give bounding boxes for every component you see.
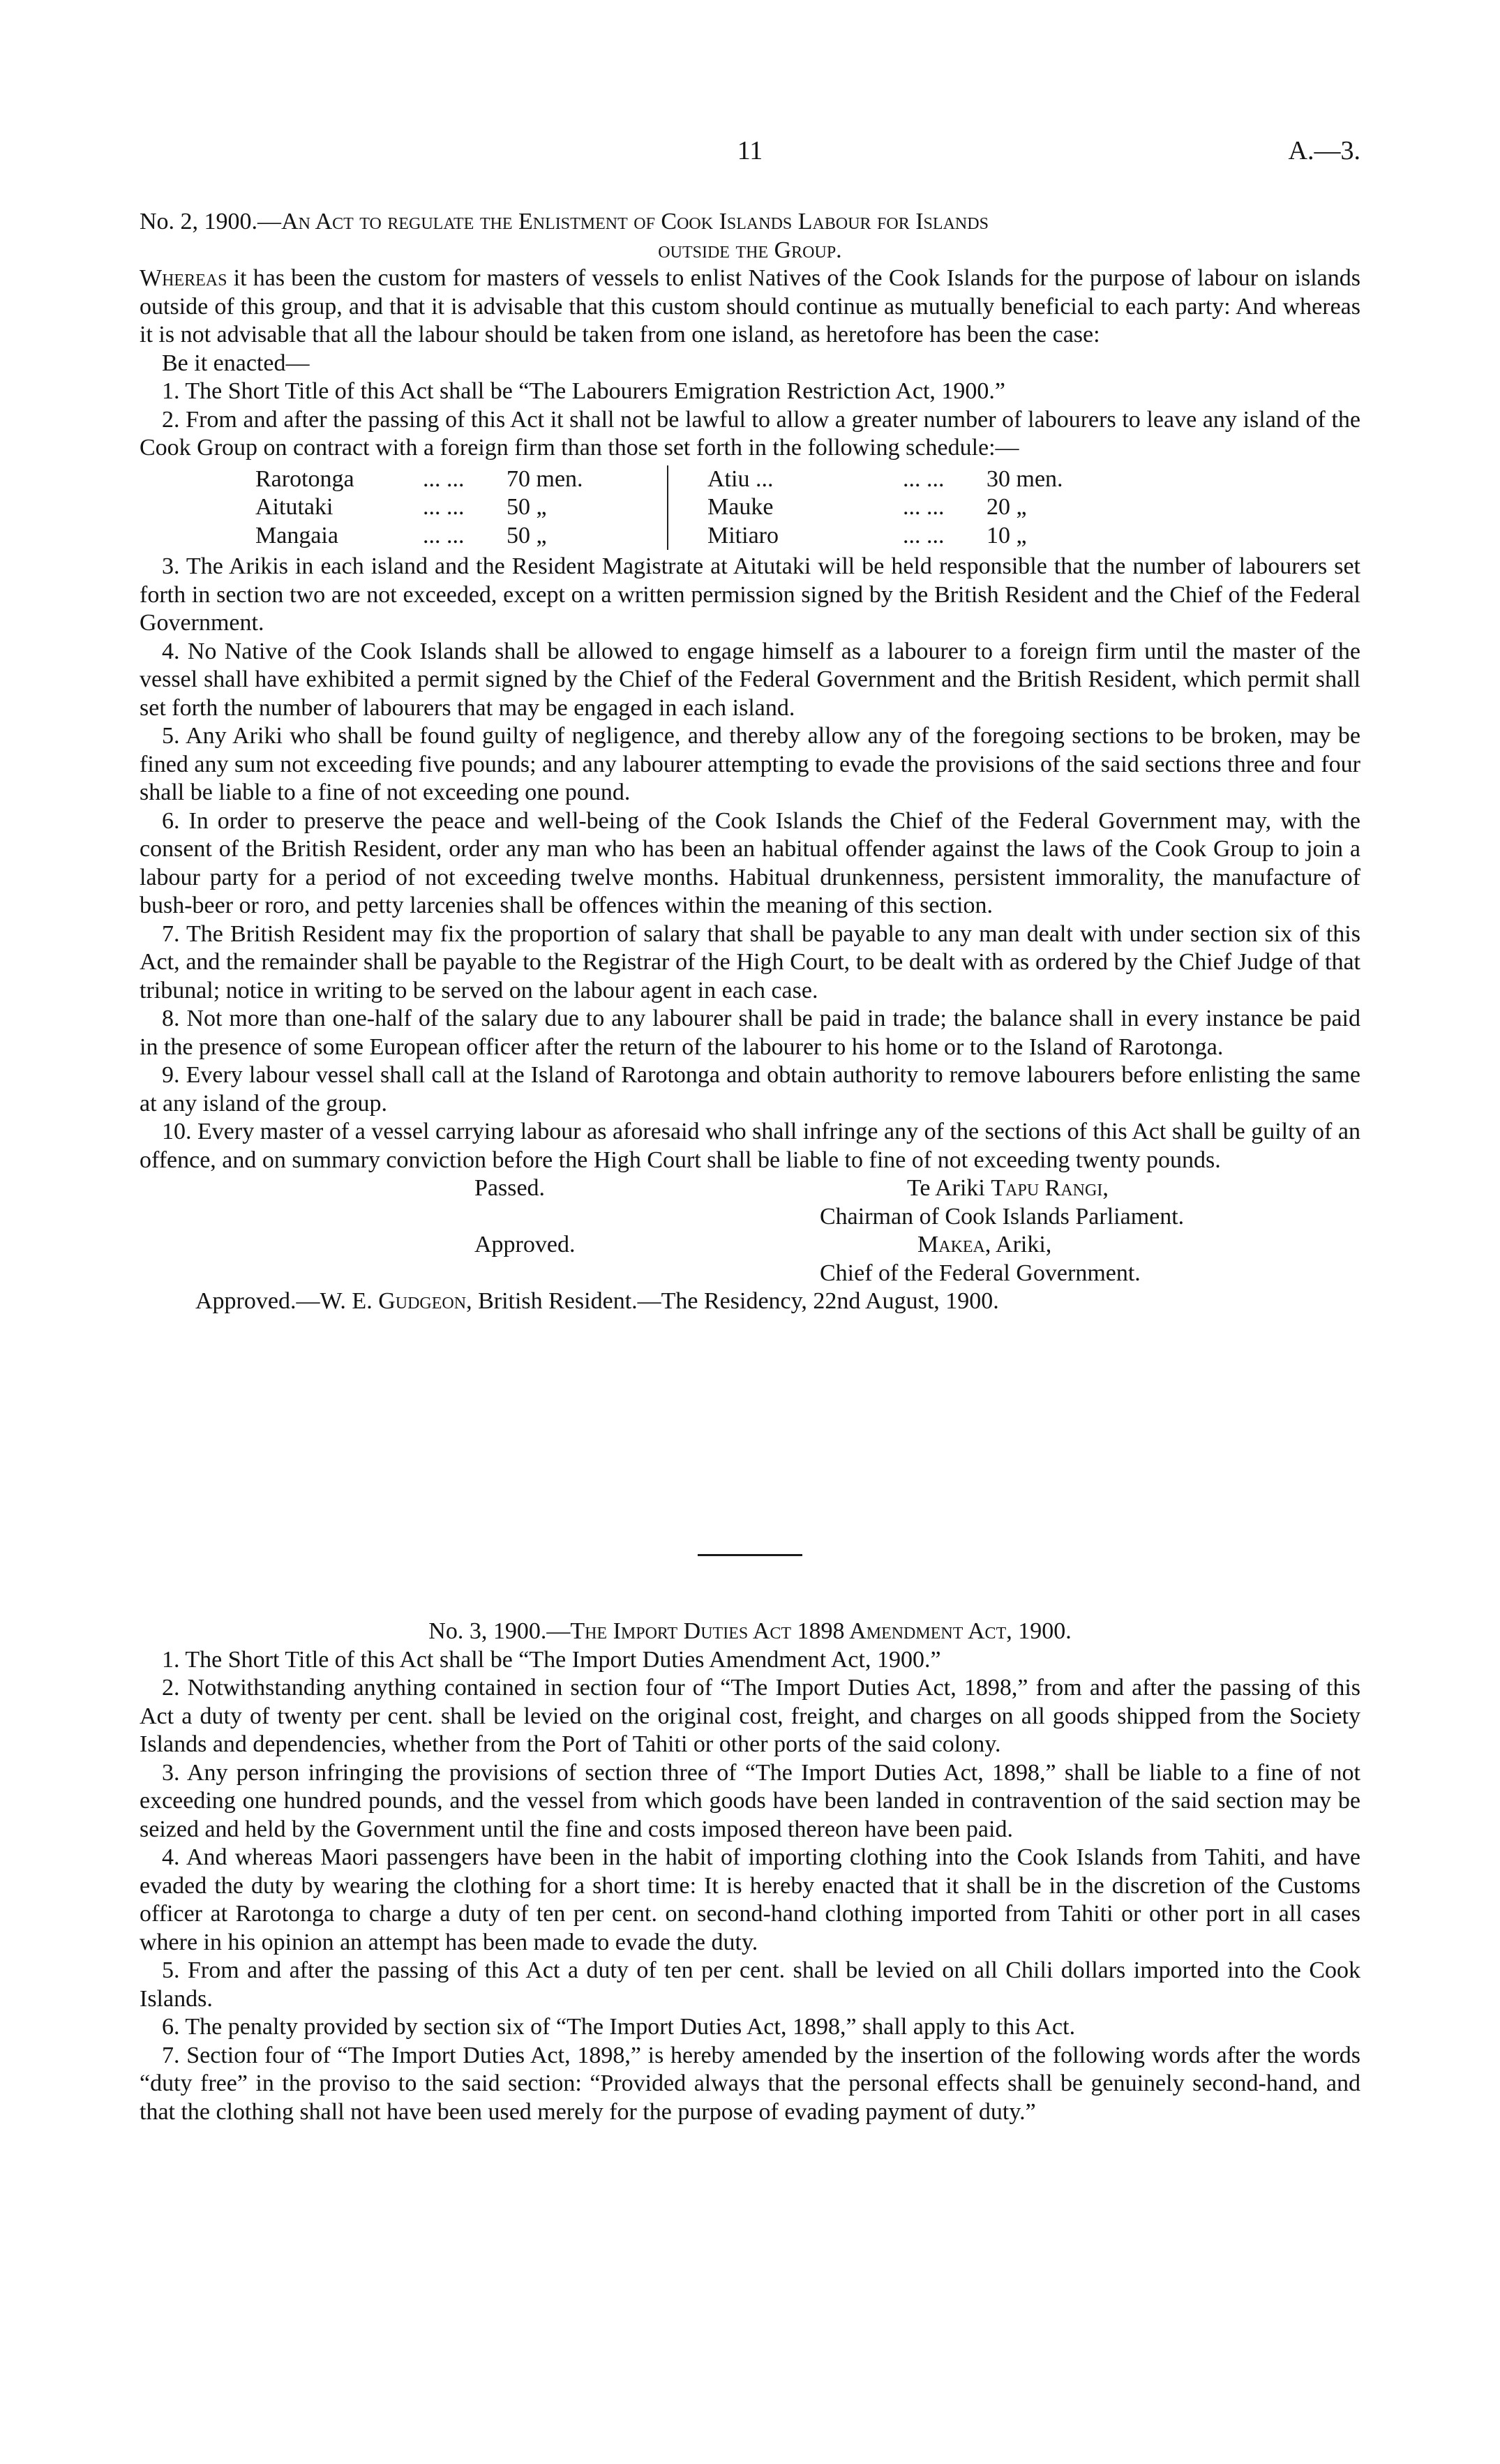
schedule-count: 50 „ <box>507 522 547 548</box>
page-number: 11 <box>737 136 763 165</box>
passed-label: Passed. <box>474 1175 546 1201</box>
section-divider-rule <box>698 1554 802 1556</box>
act1-number: No. 2, 1900.— <box>140 209 282 234</box>
schedule-island: Aitutaki <box>255 494 333 520</box>
schedule-divider <box>668 465 707 494</box>
act2-section-7: 7. Section four of “The Import Duties Act, 1898,” is hereby amended by the insertion of the following words after the words “duty free” in the proviso to the said section: “Provided always that the personal effects shall be genuinely second-hand, and that the clothing shall not have been used merely for the purpose of evading payment of duty.” <box>140 2042 1360 2125</box>
schedule-count: 10 „ <box>987 522 1027 548</box>
act2-section-1: 1. The Short Title of this Act shall be “The Import Duties Amendment Act, 1900.” <box>162 1646 941 1673</box>
act-import-duties-amendment <box>140 1618 1360 2126</box>
act2-section-2: 2. Notwithstanding anything contained in section four of “The Import Duties Act, 1898,” from and after the passing of this Act a duty of twenty per cent. shall be levied on the original cost, freight, and charges on all goods shipped from the Society Islands and dependencies, whether from the Port of Tahiti or other ports of the said colony. <box>140 1675 1360 1757</box>
act1-section-1: 1. The Short Title of this Act shall be “The Labourers Emigration Restriction Act, 1900.” <box>162 378 1006 404</box>
schedule-divider <box>668 522 707 551</box>
signature-row-chief-title <box>140 1260 1360 1288</box>
approval-line <box>140 1287 1360 1316</box>
schedule-leader-dots: ... ... <box>903 465 945 492</box>
act1-section-6: 6. In order to preserve the peace and well-being of the Cook Islands the Chief of the Federal Government may, with the consent of the British Resident, order any man who has been an habitual offender against the laws of the Cook Group to join a labour party for a period of not exceeding twelve months. Habitual drunkenness, persistent immorality, the manufacture of bush-beer or roro, and petty larcenies shall be offences within the meaning of this section. <box>140 807 1360 918</box>
schedule-count: 50 „ <box>507 494 547 520</box>
signatory-chairman <box>907 1174 1109 1203</box>
act2-number: No. 3, 1900.— <box>428 1618 571 1644</box>
schedule-count: 30 men. <box>987 465 1063 492</box>
approval-suffix: British Resident.—The Residency, 22nd August, 1900. <box>478 1288 999 1314</box>
act1-section-10: 10. Every master of a vessel carrying labour as aforesaid who shall infringe any of the sections of this Act shall be guilty of an offence, and on summary conviction before the High Court shall be liable to fine of not exceeding twenty pounds. <box>140 1119 1360 1173</box>
act2-heading <box>140 1618 1360 1646</box>
act1-section-9: 9. Every labour vessel shall call at the Island of Rarotonga and obtain authority to remove labourers before enlisting the same at any island of the group. <box>140 1062 1360 1117</box>
schedule-row <box>255 465 1070 494</box>
schedule-island: Rarotonga <box>255 465 354 492</box>
schedule-leader-dots: ... ... <box>423 522 465 548</box>
schedule-island: Mauke <box>707 494 774 520</box>
act2-title: The Import Duties Act 1898 Amendment Act, 1900. <box>570 1618 1072 1644</box>
preamble-lead-word: Whereas <box>140 265 227 291</box>
schedule-count: 70 men. <box>507 465 583 492</box>
schedule-divider <box>668 493 707 522</box>
schedule-row <box>255 493 1070 522</box>
act2-section-4: 4. And whereas Maori passengers have been in the habit of importing clothing into the Cook Islands from Tahiti, and have evaded the duty by wearing the clothing for a short time: It is hereby enacted that it shall be in the discretion of the Customs officer at Rarotonga to charge a duty of ten per cent. on second-hand clothing imported from Tahiti or other port in all cases where in his opinion an attempt has been made to evade the duty. <box>140 1844 1360 1955</box>
act-labour-enlistment <box>140 208 1360 1316</box>
page-header <box>140 137 1360 172</box>
schedule-island: Atiu ... <box>707 465 774 492</box>
schedule-row <box>255 522 1070 551</box>
schedule-island: Mangaia <box>255 522 338 548</box>
labour-schedule-table <box>255 465 1070 551</box>
act2-section-3: 3. Any person infringing the provisions of section three of “The Import Duties Act, 1898,” shall be liable to a fine of not exceeding one hundred pounds, and the vessel from which goods have been landed in contravention of the said section may be seized and held by the Government until the fine and costs imposed thereon have been paid. <box>140 1759 1360 1842</box>
schedule-island: Mitiaro <box>707 522 779 548</box>
act1-section-4: 4. No Native of the Cook Islands shall be allowed to engage himself as a labourer to a foreign firm until the master of the vessel shall have exhibited a permit signed by the Chief of the Federal Government and the British Resident, which permit shall set forth the number of labourers that may be engaged in each island. <box>140 638 1360 721</box>
signature-row-chairman-title <box>140 1203 1360 1232</box>
act1-heading <box>140 208 1360 237</box>
preamble-text: it has been the custom for masters of vessels to enlist Natives of the Cook Islands for the purpose of labour on islands outside of this group, and that it is advisable that this custom should continue as mutually beneficial to each party: And whereas it is not advisable that all the labour should be taken from one island, as heretofore has been the case: <box>140 265 1361 348</box>
approval-prefix: Approved.—W. E. <box>195 1288 373 1314</box>
schedule-leader-dots: ... ... <box>423 494 465 520</box>
act1-section-5: 5. Any Ariki who shall be found guilty of negligence, and thereby allow any of the foregoing sections to be broken, may be fined any sum not exceeding five pounds; and any labourer attempting to evade the provisions of the said sections three and four shall be liable to a fine of not exceeding one pound. <box>140 723 1360 805</box>
act1-section-7: 7. The British Resident may fix the proportion of salary that shall be payable to any man dealt with under section six of this Act, and the remainder shall be payable to the Registrar of the High Court, to be dealt with as ordered by the Chief Judge of that tribunal; notice in writing to be served on the labour agent in each case. <box>140 920 1360 1003</box>
chief-title: Chief of the Federal Government. <box>820 1260 1141 1286</box>
act1-preamble <box>140 264 1360 350</box>
act1-title: An Act to regulate the Enlistment of Cook Islands Labour for Islands <box>281 209 989 234</box>
signatory-chairman-name: Tapu Rangi, <box>991 1175 1109 1201</box>
chairman-title: Chairman of Cook Islands Parliament. <box>820 1203 1185 1230</box>
approval-resident-name: Gudgeon, <box>378 1288 472 1314</box>
act1-section-3: 3. The Arikis in each island and the Resident Magistrate at Aitutaki will be held responsible that the number of labourers set forth in section two are not exceeded, except on a written permission signed by the British Resident and the Chief of the Federal Government. <box>140 553 1360 636</box>
act2-section-5: 5. From and after the passing of this Act a duty of ten per cent. shall be levied on all Chili dollars imported into the Cook Islands. <box>140 1957 1360 2012</box>
approved-label: Approved. <box>474 1232 576 1257</box>
act1-title-continued: outside the Group. <box>658 237 842 263</box>
signature-row-approved <box>140 1231 1360 1260</box>
signatory-chief-name: Makea, <box>917 1232 991 1257</box>
act2-section-6: 6. The penalty provided by section six of “The Import Duties Act, 1898,” shall apply to this Act. <box>162 2014 1076 2040</box>
schedule-count: 20 „ <box>987 494 1027 520</box>
approval-text <box>195 1287 999 1316</box>
act1-section-2: 2. From and after the passing of this Act it shall not be lawful to allow a greater number of labourers to leave any island of the Cook Group on contract with a foreign firm than those set forth in the following schedule:— <box>140 406 1360 461</box>
signatory-chief-suffix: Ariki, <box>996 1232 1052 1257</box>
act1-section-8: 8. Not more than one-half of the salary due to any labourer shall be paid in trade; the balance shall in every instance be paid in the presence of some European officer after the return of the labourer to his home or to the Island of Rarotonga. <box>140 1006 1360 1060</box>
signature-row-passed <box>140 1174 1360 1203</box>
signatory-chief <box>917 1231 1051 1260</box>
schedule-leader-dots: ... ... <box>903 494 945 520</box>
signatory-chairman-prefix: Te Ariki <box>907 1175 985 1201</box>
schedule-leader-dots: ... ... <box>423 465 465 492</box>
act1-enacting-clause: Be it enacted— <box>162 350 310 376</box>
schedule-leader-dots: ... ... <box>903 522 945 548</box>
parliamentary-reference: A.—3. <box>1288 136 1360 165</box>
